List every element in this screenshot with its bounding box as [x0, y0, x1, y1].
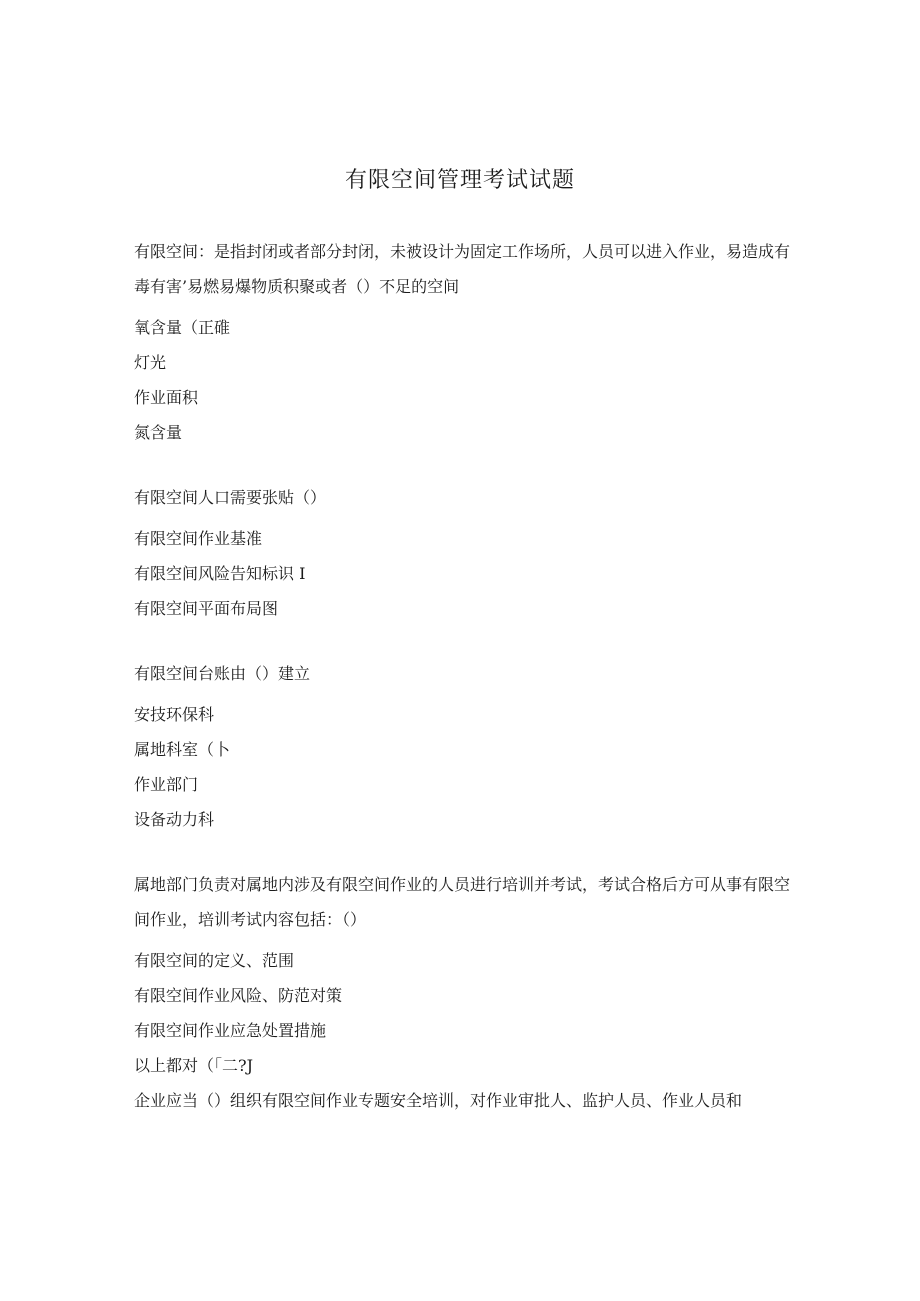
option-item: 设备动力科	[134, 810, 215, 829]
question-stem: 有限空间：是指封闭或者部分封闭，未被设计为固定工作场所，人员可以进入作业，易造成有毒有害’易燃易爆物质积聚或者（）不足的空间	[134, 242, 791, 296]
option-item: 有限空间作业风险、防范对策	[134, 986, 343, 1005]
option-item: 灯光	[134, 353, 167, 372]
option-item: 有限空间作业基准	[134, 529, 263, 548]
option-item: 有限空间的定义、范围	[134, 951, 295, 970]
option-list	[134, 310, 794, 450]
option-item: 作业部门	[134, 775, 199, 794]
option-item: 作业面积	[134, 388, 199, 407]
question-3	[134, 656, 794, 837]
option-item: 有限空间作业应急处置措施	[134, 1021, 327, 1040]
question-1	[134, 234, 794, 450]
question-stem: 有限空间人口需要张贴（）	[134, 488, 327, 507]
option-item: 以上都对（「二?J	[134, 1056, 253, 1075]
option-item: 氮含量	[134, 423, 183, 442]
question-5	[134, 1083, 794, 1118]
option-item: 有限空间风险告知标识 I	[134, 564, 306, 583]
question-stem: 属地部门负责对属地内涉及有限空间作业的人员进行培训并考试，考试合格后方可从事有限空间作业，培训考试内容包括：（）	[134, 875, 791, 929]
question-2	[134, 480, 794, 626]
option-item: 氧含量（正碓	[134, 318, 231, 337]
option-item: 有限空间平面布局图	[134, 599, 279, 618]
option-item: 属地科室（卜	[134, 740, 231, 759]
option-item: 安技环保科	[134, 705, 215, 724]
question-stem: 企业应当（）组织有限空间作业专题安全培训，对作业审批人、监护人员、作业人员和	[134, 1091, 743, 1110]
question-4	[134, 867, 794, 1083]
question-list	[134, 234, 794, 1118]
question-stem: 有限空间台账由（）建立	[134, 664, 311, 683]
option-list	[134, 943, 794, 1083]
option-list	[134, 697, 794, 837]
page-title: 有限空间管理考试试题	[344, 168, 575, 193]
option-list	[134, 521, 794, 626]
